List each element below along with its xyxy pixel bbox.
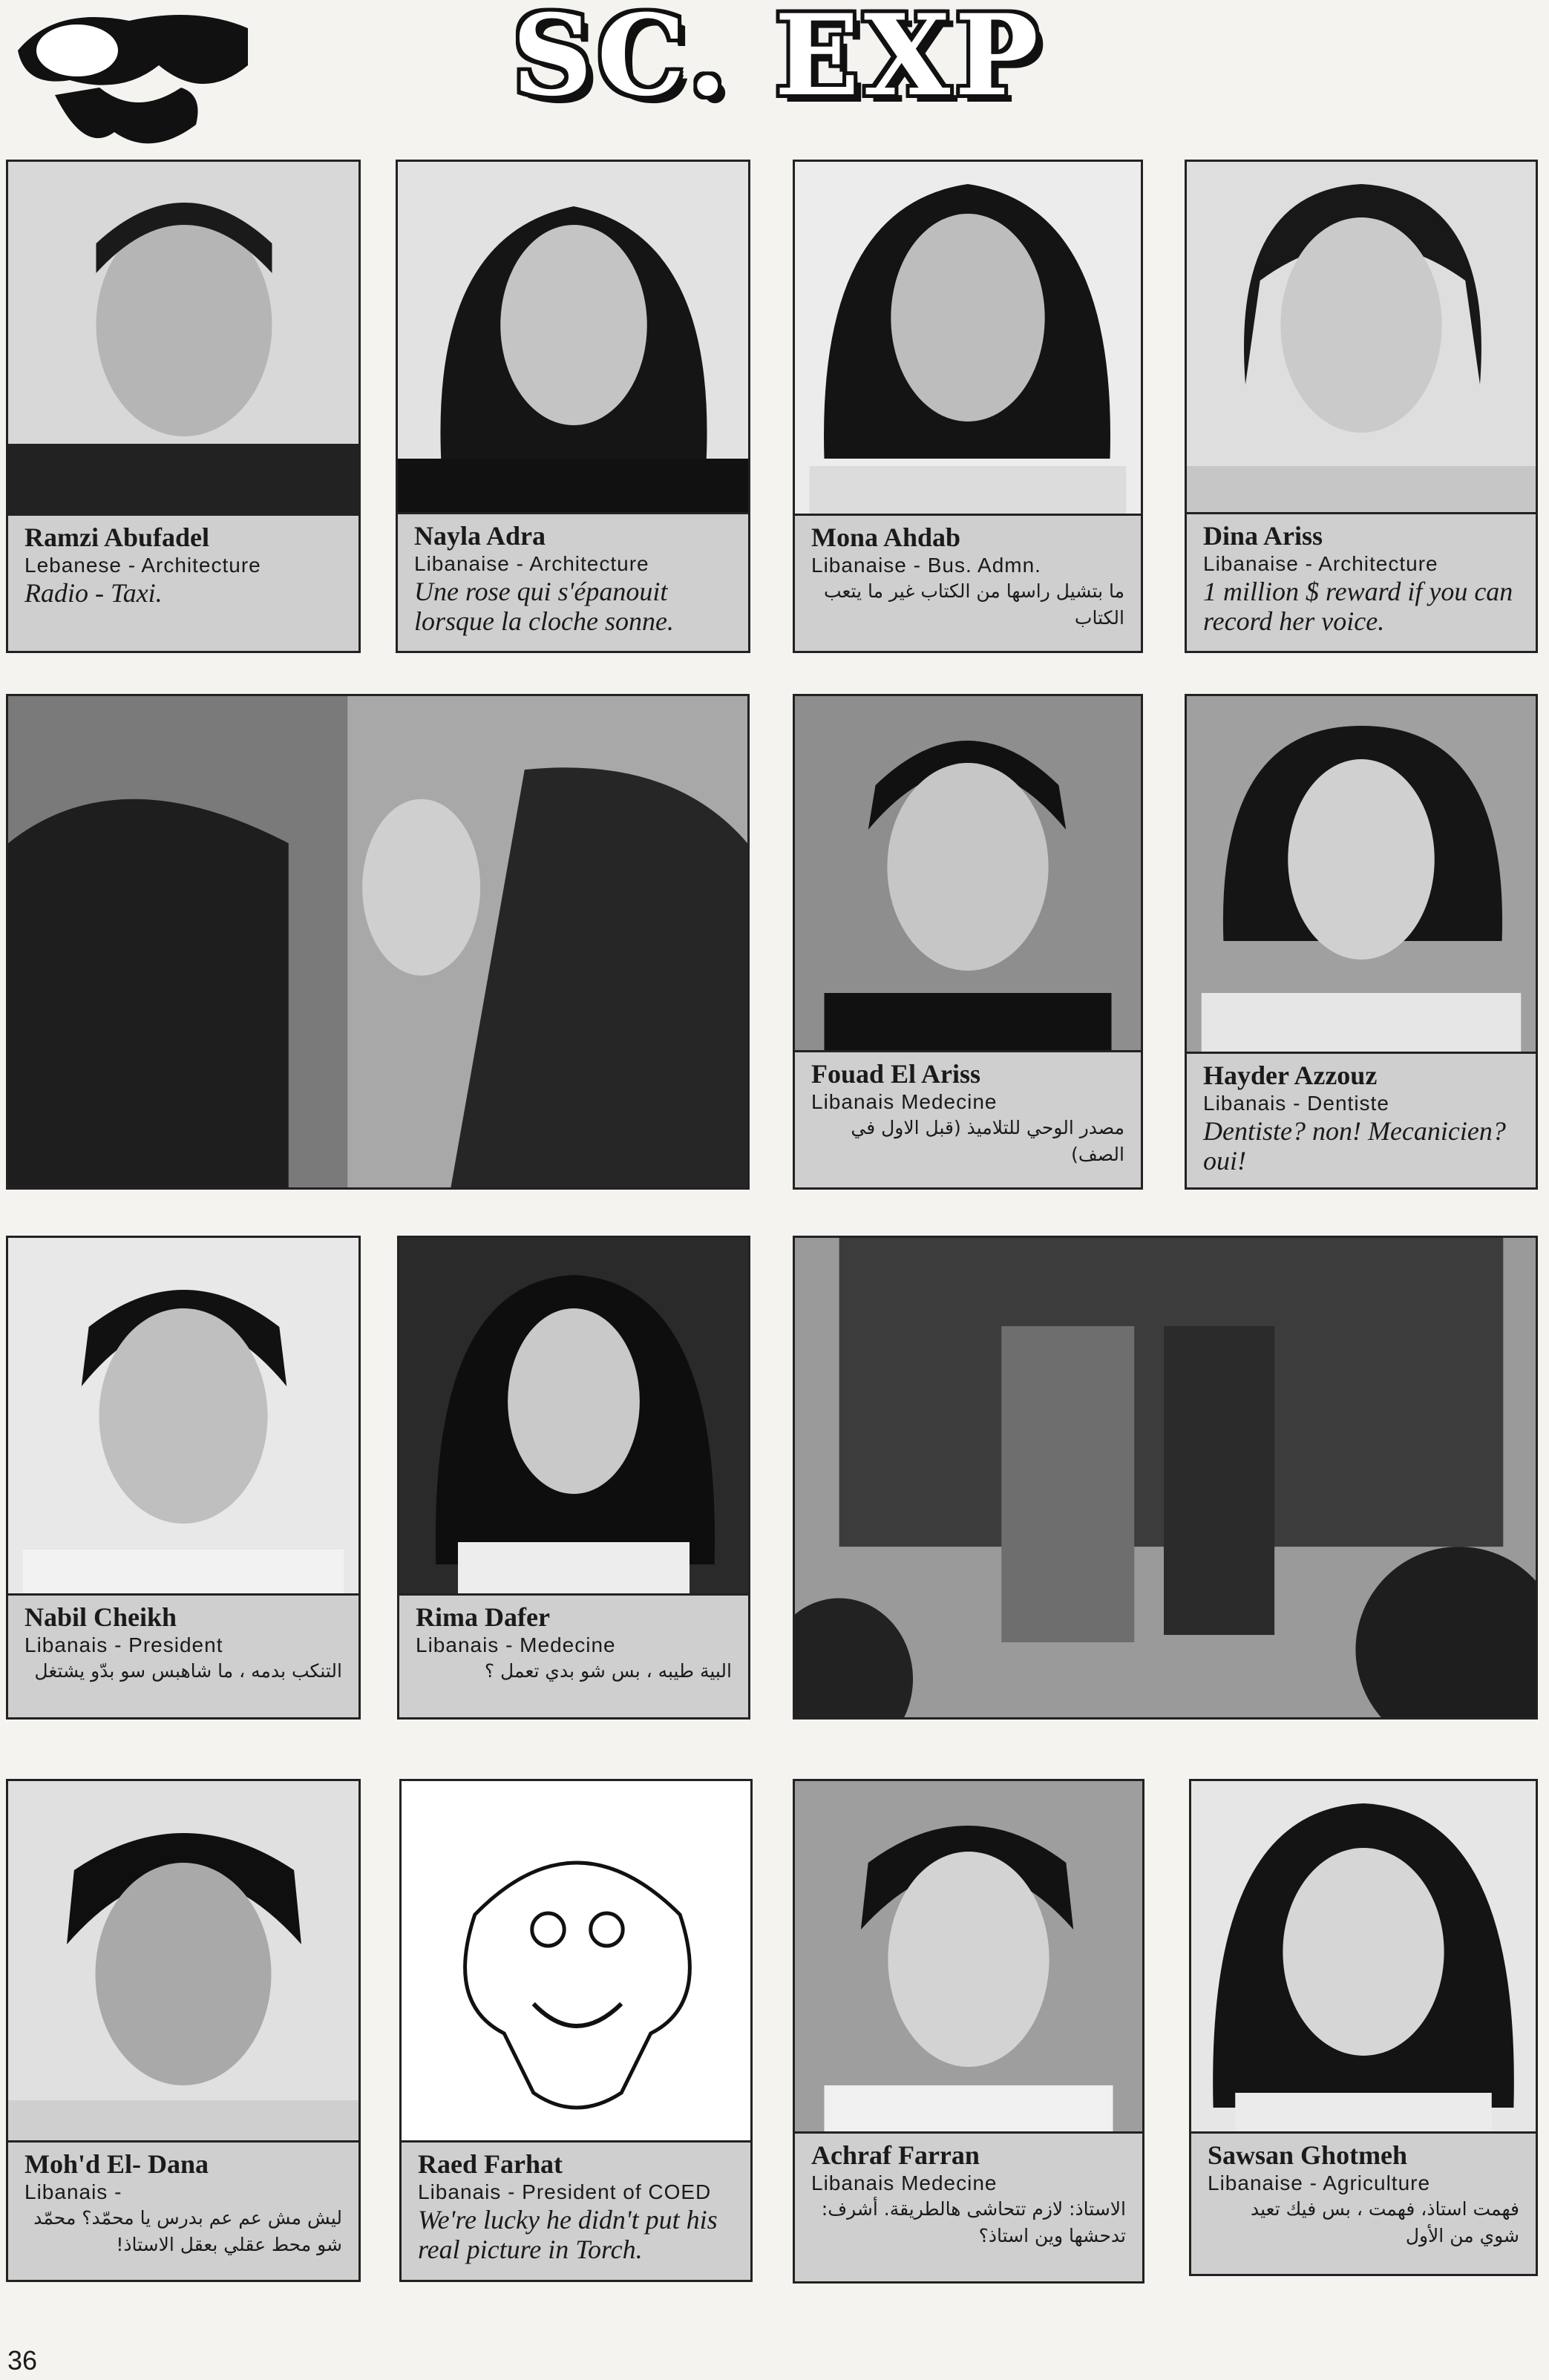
student-quote: We're lucky he didn't put his real picture in Torch. xyxy=(418,2205,718,2264)
student-card xyxy=(793,694,1143,1190)
caption xyxy=(8,2140,358,2280)
student-nationality-major: Libanaise - Architecture xyxy=(1203,552,1438,575)
student-nationality-major: Libanais Medecine xyxy=(811,2171,998,2194)
student-card xyxy=(6,160,361,653)
caption xyxy=(795,1050,1141,1187)
page-number: 36 xyxy=(7,2345,38,2376)
student-quote: Une rose qui s'épanouit lorsque la cloche sonne. xyxy=(414,577,674,636)
classroom-photo xyxy=(6,694,750,1190)
student-card xyxy=(1185,160,1538,653)
student-nationality-major: Libanais - President of COED xyxy=(418,2180,712,2203)
student-name: Mona Ahdab xyxy=(811,522,961,552)
student-card xyxy=(399,1779,753,2282)
caption xyxy=(1187,1052,1536,1187)
student-name: Rima Dafer xyxy=(416,1602,550,1632)
student-name: Sawsan Ghotmeh xyxy=(1208,2140,1408,2170)
header-logo xyxy=(10,6,255,158)
student-quote: 1 million $ reward if you can record her voice. xyxy=(1203,577,1513,636)
student-name: Nabil Cheikh xyxy=(24,1602,177,1632)
caption xyxy=(1187,512,1536,651)
student-card xyxy=(6,1779,361,2282)
student-card xyxy=(6,1236,361,1720)
student-photo xyxy=(398,162,748,517)
student-photo xyxy=(8,1781,358,2145)
student-name: Raed Farhat xyxy=(418,2149,563,2179)
student-nationality-major: Libanaise - Agriculture xyxy=(1208,2171,1431,2194)
student-photo xyxy=(795,162,1141,518)
student-name: Moh'd El- Dana xyxy=(24,2149,209,2179)
student-nationality-major: Libanais Medecine xyxy=(811,1090,998,1113)
student-name: Fouad El Ariss xyxy=(811,1059,981,1089)
student-name: Hayder Azzouz xyxy=(1203,1060,1378,1090)
student-nationality-major: Libanais - Medecine xyxy=(416,1633,616,1656)
student-nationality-major: Libanais - President xyxy=(24,1633,223,1656)
student-quote-arabic: الاستاذ: لازم تتحاشى هالطريقة. أشرف: تدحشها وين استاذ؟ xyxy=(821,2198,1126,2246)
student-photo xyxy=(399,1238,748,1598)
caption xyxy=(8,514,358,651)
student-photo xyxy=(795,696,1141,1055)
student-name: Ramzi Abufadel xyxy=(24,522,210,552)
student-name: Dina Ariss xyxy=(1203,521,1323,551)
student-quote: Radio - Taxi. xyxy=(24,578,163,608)
student-quote-arabic: ليش مش عم عم بدرس يا محمّد؟ محمّد شو محط عقلي بعقل الاستاذ! xyxy=(33,2207,342,2255)
caption xyxy=(795,2131,1142,2281)
student-card xyxy=(1185,694,1538,1190)
caption xyxy=(399,1593,748,1717)
student-card xyxy=(793,160,1143,653)
caption xyxy=(795,514,1141,651)
caption xyxy=(398,512,748,651)
student-card xyxy=(396,160,750,653)
student-cartoon xyxy=(402,1781,750,2145)
student-nationality-major: Libanaise - Bus. Admn. xyxy=(811,554,1041,577)
student-photo xyxy=(1191,1781,1536,2136)
lecture-photo xyxy=(793,1236,1538,1720)
page-title: SC. EXP xyxy=(512,0,1044,121)
student-card xyxy=(1189,1779,1538,2276)
student-quote-arabic: مصدر الوحي للتلاميذ (قبل الاول في الصف) xyxy=(851,1117,1124,1165)
student-name: Achraf Farran xyxy=(811,2140,980,2170)
student-quote-arabic: ما بتشيل راسها من الكتاب غير ما يتعب الكتاب xyxy=(823,580,1124,629)
student-quote-arabic: البية طيبه ، بس شو بدي تعمل ؟ xyxy=(484,1660,732,1682)
caption xyxy=(402,2140,750,2280)
student-quote-arabic: فهمت استاذ، فهمت ، بس فيك تعيد شوي من الأول xyxy=(1250,2198,1519,2246)
student-photo xyxy=(795,1781,1142,2136)
student-photo xyxy=(1187,696,1536,1056)
student-photo xyxy=(1187,162,1536,517)
student-photo xyxy=(8,162,358,518)
student-card xyxy=(793,1779,1144,2284)
caption xyxy=(1191,2131,1536,2274)
student-nationality-major: Libanais - Dentiste xyxy=(1203,1092,1389,1115)
student-photo xyxy=(8,1238,358,1598)
student-card xyxy=(397,1236,750,1720)
student-nationality-major: Libanaise - Architecture xyxy=(414,552,649,575)
student-quote-arabic: التنكب بدمه ، ما شاهبس سو بدّو يشتغل xyxy=(34,1660,342,1682)
student-nationality-major: Lebanese - Architecture xyxy=(24,554,261,577)
student-quote: Dentiste? non! Mecanicien? oui! xyxy=(1203,1116,1506,1176)
student-nationality-major: Libanais - xyxy=(24,2180,122,2203)
caption xyxy=(8,1593,358,1717)
student-name: Nayla Adra xyxy=(414,521,546,551)
